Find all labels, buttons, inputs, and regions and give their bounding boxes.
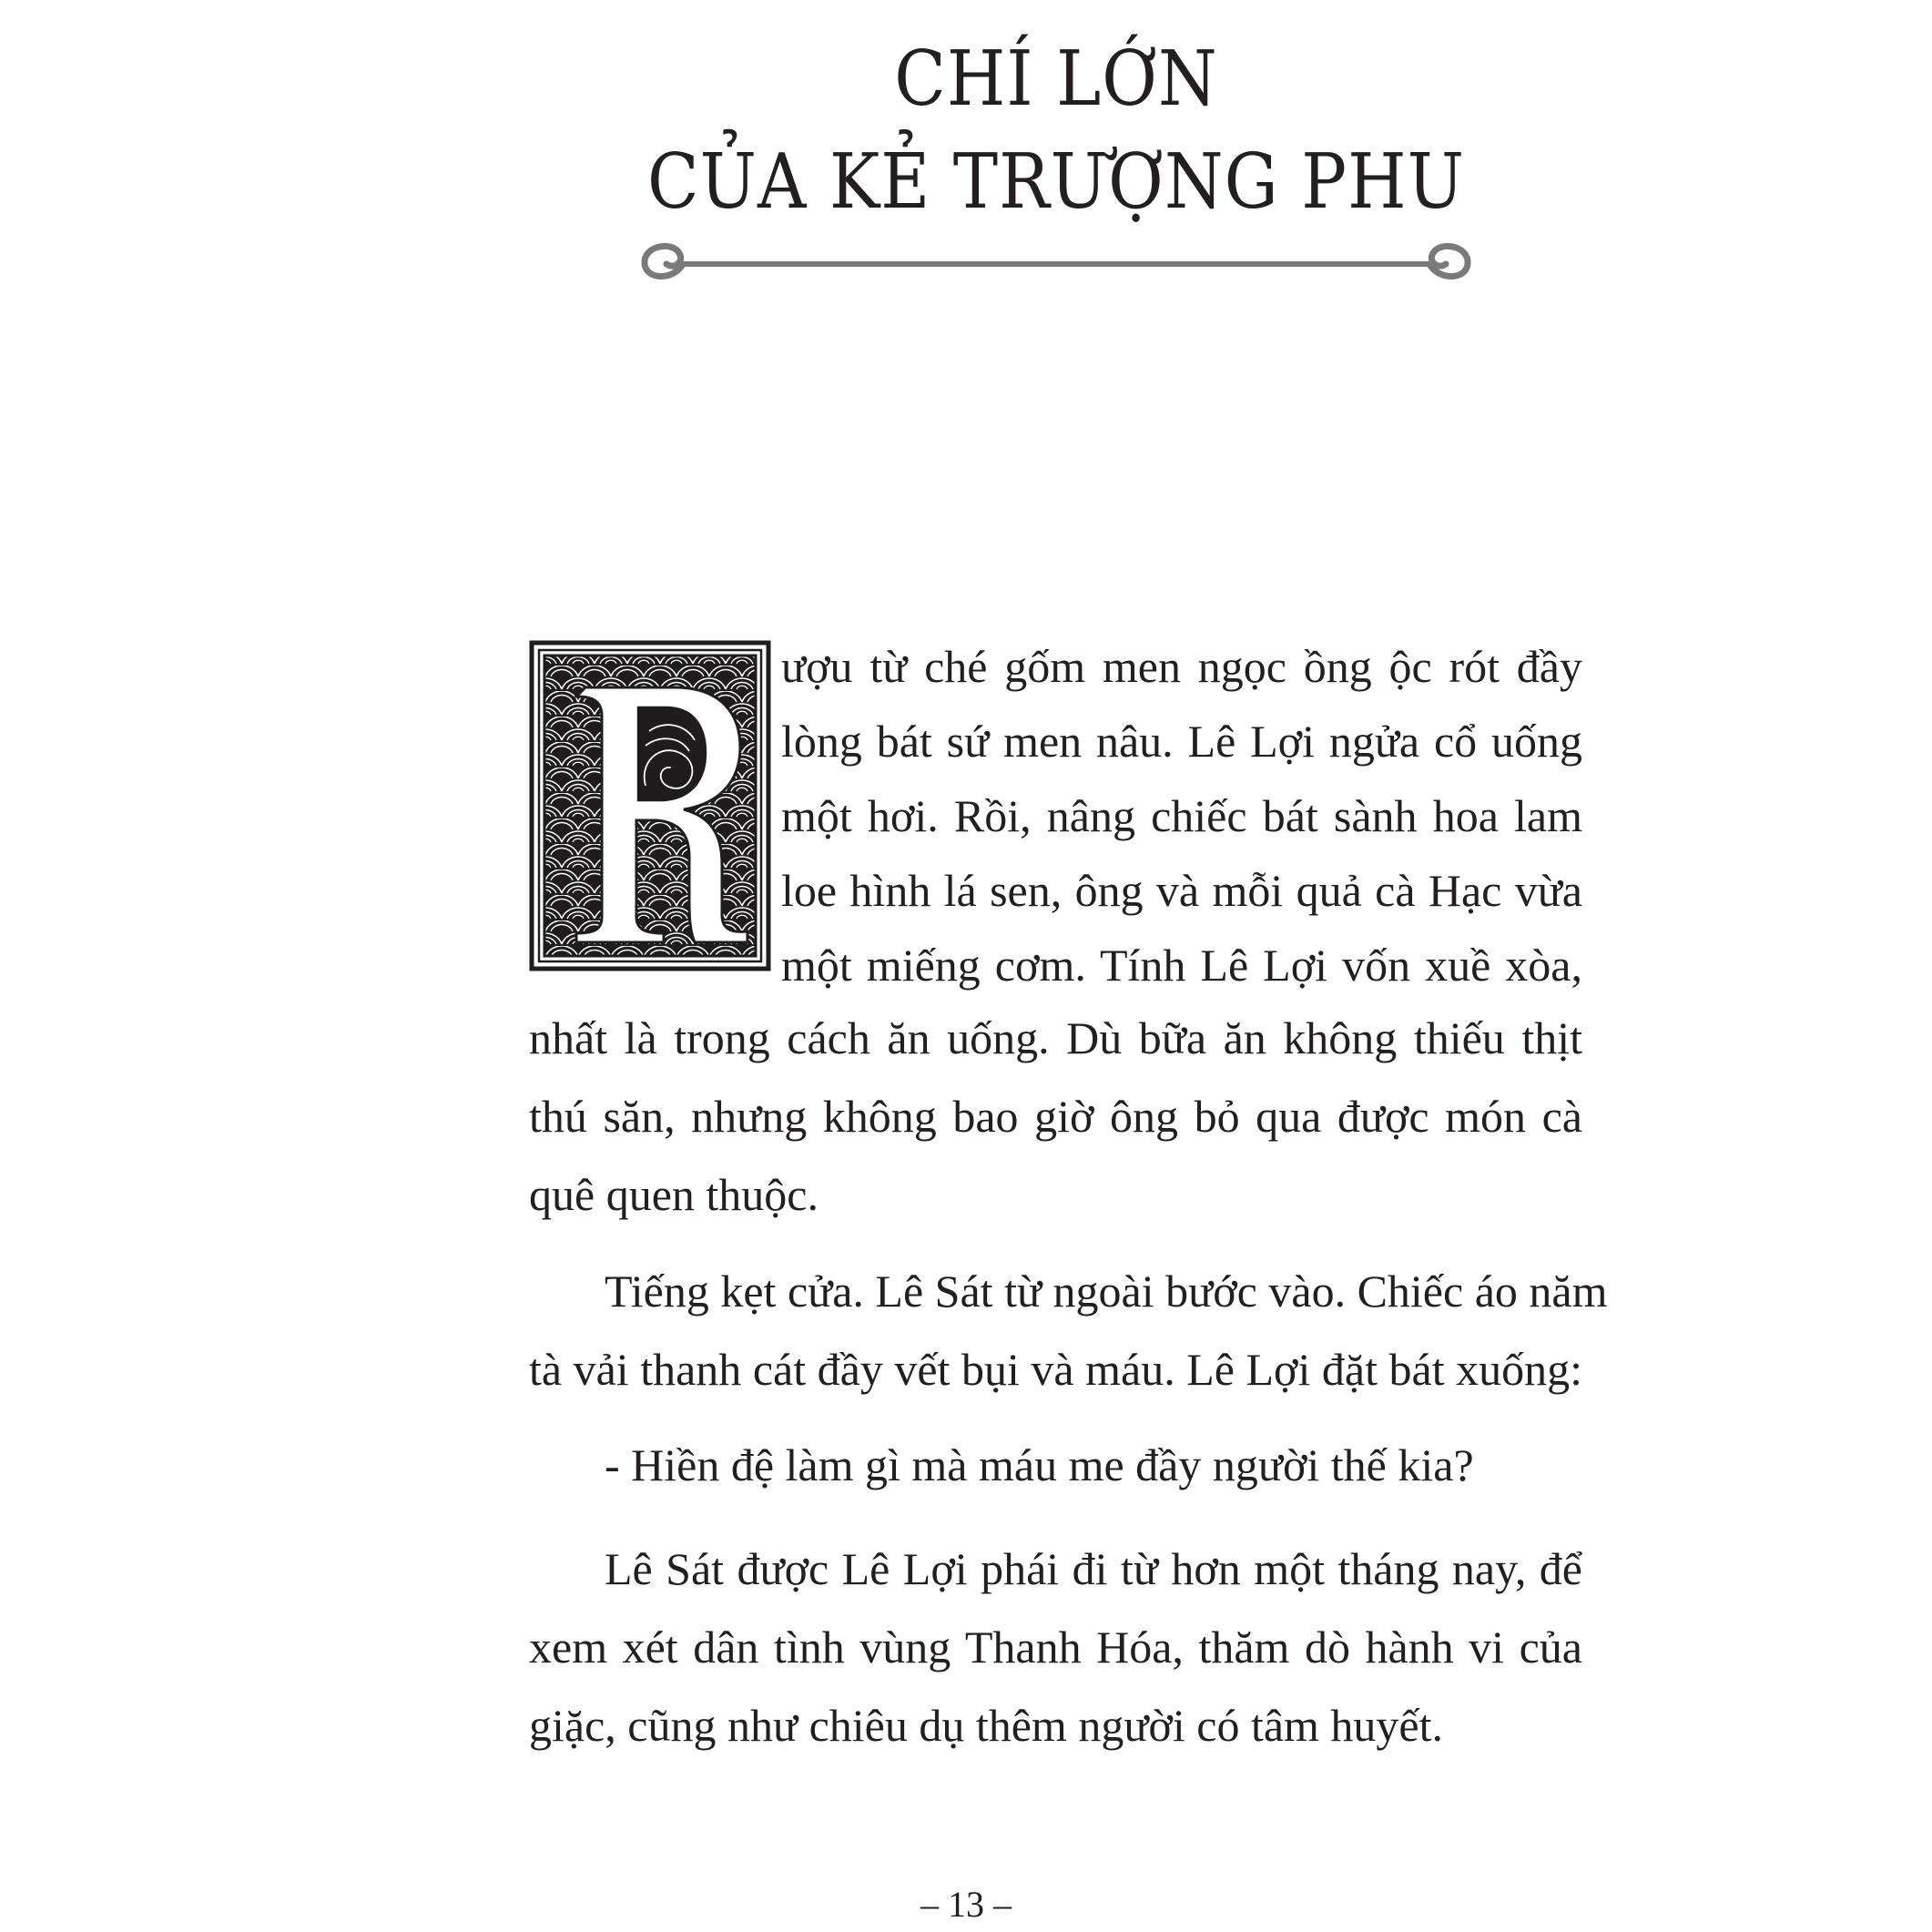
text-line: giặc, cũng như chiêu dụ thêm người có tâm huyết. [529, 1700, 1444, 1751]
text-line: loe hình lá sen, ông và mỗi quả cà Hạc vừa [781, 865, 1582, 916]
text-line: quê quen thuộc. [529, 1169, 819, 1220]
title-divider-ornament [637, 237, 1475, 291]
paragraph-1-continuation [529, 999, 1582, 1234]
decorative-dropcap-r [529, 640, 771, 971]
text-line: một miếng cơm. Tính Lê Lợi vốn xuề xòa, [781, 940, 1582, 991]
chapter-title-line-1: CHÍ LỚN [894, 35, 1218, 124]
text-line: thú săn, nhưng không bao giờ ông bỏ qua được món cà [529, 1091, 1582, 1142]
text-line: một hơi. Rồi, nâng chiếc bát sành hoa lam [781, 790, 1582, 841]
paragraph-3 [529, 1530, 1582, 1764]
text-line: nhất là trong cách ăn uống. Dù bữa ăn không thiếu thịt [529, 1012, 1582, 1063]
text-line: Lê Sát được Lê Lợi phái đi từ hơn một tháng nay, để [605, 1543, 1582, 1594]
page-number: – 13 – [920, 1884, 1012, 1925]
text-line: ượu từ ché gốm men ngọc ồng ộc rót đầy [781, 641, 1582, 692]
paragraph-1-lines-beside-dropcap [781, 629, 1582, 1002]
paragraph-2 [529, 1252, 1608, 1408]
text-line: xem xét dân tình vùng Thanh Hóa, thăm dò hành vi của [529, 1622, 1582, 1673]
text-line: Tiếng kẹt cửa. Lê Sát từ ngoài bước vào. Chiếc áo năm [605, 1266, 1608, 1317]
text-line: lòng bát sứ men nâu. Lê Lợi ngửa cổ uống [781, 716, 1582, 767]
text-line: - Hiền đệ làm gì mà máu me đầy người thế kia? [605, 1439, 1474, 1490]
text-line: tà vải thanh cát đầy vết bụi và máu. Lê Lợi đặt bát xuống: [529, 1344, 1582, 1395]
dialogue-paragraph [529, 1426, 1582, 1504]
chapter-title-line-2: CỦA KẺ TRƯỢNG PHU [647, 137, 1465, 227]
